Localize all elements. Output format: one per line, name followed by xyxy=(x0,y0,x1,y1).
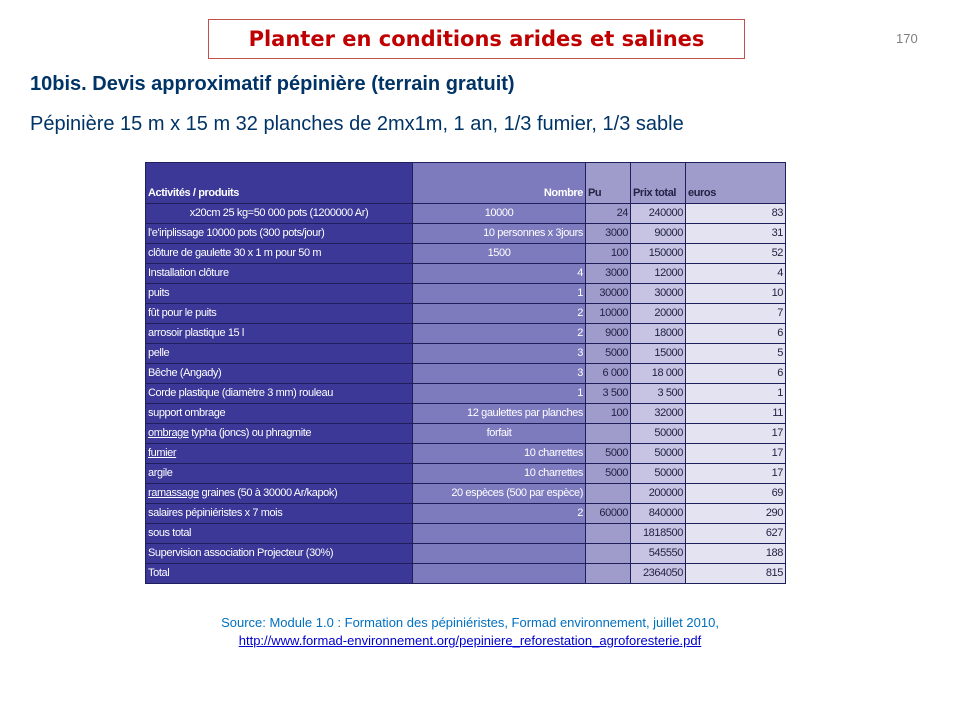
cell-pu: 3000 xyxy=(586,264,631,284)
table-header-row xyxy=(146,163,786,204)
cell-nombre: 3 xyxy=(413,364,586,384)
header-euros: euros xyxy=(686,163,786,204)
cell-euros: 290 xyxy=(686,504,786,524)
cell-pu: 6 000 xyxy=(586,364,631,384)
table-row xyxy=(146,384,786,404)
cell-euros: 7 xyxy=(686,304,786,324)
cell-euros: 17 xyxy=(686,444,786,464)
cell-activite-text: Bêche (Angady) xyxy=(148,367,222,379)
cell-activite xyxy=(146,404,413,424)
cell-euros: 52 xyxy=(686,244,786,264)
cell-pu: 100 xyxy=(586,244,631,264)
cell-activite-text: graines (50 à 30000 Ar/kapok) xyxy=(198,487,338,499)
cell-prix-total: 15000 xyxy=(631,344,686,364)
cell-pu: 24 xyxy=(586,204,631,224)
cell-activite xyxy=(146,484,413,504)
cell-pu: 9000 xyxy=(586,324,631,344)
cell-activite-text: Total xyxy=(148,567,170,579)
cell-prix-total: 50000 xyxy=(631,464,686,484)
cell-activite xyxy=(146,444,413,464)
table-row xyxy=(146,204,786,224)
table-row xyxy=(146,464,786,484)
cell-euros: 31 xyxy=(686,224,786,244)
cell-activite-underlined: ombrage xyxy=(148,427,189,439)
cell-nombre: 10 personnes x 3jours xyxy=(413,224,586,244)
table-row xyxy=(146,324,786,344)
cell-activite-text: salaires pépiniéristes x 7 mois xyxy=(148,507,283,519)
cell-activite-text: arrosoir plastique 15 l xyxy=(148,327,244,339)
cell-nombre: 10 charrettes xyxy=(413,464,586,484)
cell-pu xyxy=(586,524,631,544)
cell-pu: 100 xyxy=(586,404,631,424)
cell-prix-total: 50000 xyxy=(631,444,686,464)
table-row xyxy=(146,404,786,424)
table-row xyxy=(146,224,786,244)
table-row xyxy=(146,364,786,384)
cell-activite-text: sous total xyxy=(148,527,192,539)
cell-activite xyxy=(146,284,413,304)
cell-prix-total: 3 500 xyxy=(631,384,686,404)
table-row xyxy=(146,264,786,284)
slide-title: Planter en conditions arides et salines xyxy=(248,27,705,51)
table-row xyxy=(146,424,786,444)
cell-euros: 11 xyxy=(686,404,786,424)
cell-activite xyxy=(146,224,413,244)
quote-table xyxy=(145,162,786,584)
cell-pu xyxy=(586,544,631,564)
cell-prix-total: 150000 xyxy=(631,244,686,264)
cell-euros: 1 xyxy=(686,384,786,404)
cell-pu: 30000 xyxy=(586,284,631,304)
cell-euros: 188 xyxy=(686,544,786,564)
cell-nombre: 4 xyxy=(413,264,586,284)
cell-nombre: 20 espèces (500 par espèce) xyxy=(413,484,586,504)
cell-activite-text: pelle xyxy=(148,347,170,359)
cell-euros: 815 xyxy=(686,564,786,584)
cell-nombre: 2 xyxy=(413,504,586,524)
source-link[interactable]: http://www.formad-environnement.org/pepiniere_reforestation_agroforesterie.pdf xyxy=(238,633,702,648)
cell-prix-total: 840000 xyxy=(631,504,686,524)
cell-euros: 4 xyxy=(686,264,786,284)
cell-activite xyxy=(146,384,413,404)
cell-activite xyxy=(146,464,413,484)
cell-euros: 6 xyxy=(686,364,786,384)
cell-pu: 5000 xyxy=(586,464,631,484)
cell-activite xyxy=(146,344,413,364)
cell-euros: 627 xyxy=(686,524,786,544)
cell-nombre: 1 xyxy=(413,384,586,404)
cell-activite xyxy=(146,424,413,444)
cell-activite xyxy=(146,504,413,524)
header-prix-total: Prix total xyxy=(631,163,686,204)
cell-pu xyxy=(586,424,631,444)
cell-nombre: 2 xyxy=(413,324,586,344)
cell-nombre: 1500 xyxy=(413,244,586,264)
table-row xyxy=(146,244,786,264)
cell-nombre: 10 charrettes xyxy=(413,444,586,464)
cell-prix-total: 30000 xyxy=(631,284,686,304)
cell-prix-total: 32000 xyxy=(631,404,686,424)
cell-nombre: 12 gaulettes par planches xyxy=(413,404,586,424)
table-body xyxy=(146,204,786,584)
cell-nombre: 2 xyxy=(413,304,586,324)
cell-activite-underlined: fumier xyxy=(148,447,177,459)
cell-activite xyxy=(146,564,413,584)
header-activites: Activités / produits xyxy=(146,163,413,204)
table-row xyxy=(146,504,786,524)
cell-prix-total: 90000 xyxy=(631,224,686,244)
cell-activite xyxy=(146,204,413,224)
cell-pu xyxy=(586,484,631,504)
cell-euros: 17 xyxy=(686,464,786,484)
cell-pu: 3 500 xyxy=(586,384,631,404)
table-row xyxy=(146,564,786,584)
header-pu: Pu xyxy=(586,163,631,204)
cell-pu: 3000 xyxy=(586,224,631,244)
cell-pu xyxy=(586,564,631,584)
cell-prix-total: 1818500 xyxy=(631,524,686,544)
table-row xyxy=(146,344,786,364)
cell-euros: 6 xyxy=(686,324,786,344)
cell-euros: 69 xyxy=(686,484,786,504)
cell-prix-total: 200000 xyxy=(631,484,686,504)
cell-nombre: 3 xyxy=(413,344,586,364)
cell-activite-text: typha (joncs) ou phragmite xyxy=(188,427,312,439)
slide-title-box xyxy=(208,19,745,59)
cell-nombre xyxy=(413,524,586,544)
cell-euros: 10 xyxy=(686,284,786,304)
table-row xyxy=(146,524,786,544)
cell-activite xyxy=(146,524,413,544)
source-citation xyxy=(0,614,940,650)
cell-prix-total: 240000 xyxy=(631,204,686,224)
cell-activite-text: puits xyxy=(148,287,170,299)
cell-activite xyxy=(146,324,413,344)
cell-activite-text: Installation clôture xyxy=(148,267,229,279)
cell-activite xyxy=(146,244,413,264)
cell-activite-text: Supervision association Projecteur (30%) xyxy=(148,547,334,559)
header-nombre: Nombre xyxy=(413,163,586,204)
cell-euros: 17 xyxy=(686,424,786,444)
table-row xyxy=(146,284,786,304)
table-row xyxy=(146,304,786,324)
table-row xyxy=(146,544,786,564)
cell-pu: 10000 xyxy=(586,304,631,324)
cell-prix-total: 12000 xyxy=(631,264,686,284)
cell-nombre: 1 xyxy=(413,284,586,304)
cell-activite xyxy=(146,364,413,384)
cell-nombre xyxy=(413,564,586,584)
cell-prix-total: 2364050 xyxy=(631,564,686,584)
cell-prix-total: 20000 xyxy=(631,304,686,324)
table-row xyxy=(146,444,786,464)
cell-prix-total: 545550 xyxy=(631,544,686,564)
cell-activite-text: l'e'iriplissage 10000 pots (300 pots/jour) xyxy=(148,227,325,239)
cell-nombre: forfait xyxy=(413,424,586,444)
cell-activite xyxy=(146,544,413,564)
cell-activite-text: x20cm 25 kg=50 000 pots (1200000 Ar) xyxy=(189,207,369,219)
cell-prix-total: 18 000 xyxy=(631,364,686,384)
cell-activite-underlined: ramassage xyxy=(148,487,199,499)
cell-activite-text: Corde plastique (diamètre 3 mm) rouleau xyxy=(148,387,333,399)
cell-euros: 83 xyxy=(686,204,786,224)
cell-activite xyxy=(146,264,413,284)
cell-prix-total: 50000 xyxy=(631,424,686,444)
cell-activite-text: argile xyxy=(148,467,173,479)
cell-pu: 5000 xyxy=(586,444,631,464)
section-heading: 10bis. Devis approximatif pépinière (terrain gratuit) xyxy=(30,73,515,95)
cell-activite-text: fût pour le puits xyxy=(148,307,217,319)
cell-activite xyxy=(146,304,413,324)
cell-prix-total: 18000 xyxy=(631,324,686,344)
page-number: 170 xyxy=(896,31,918,46)
section-subheading: Pépinière 15 m x 15 m 32 planches de 2mx1m, 1 an, 1/3 fumier, 1/3 sable xyxy=(30,113,684,135)
table-row xyxy=(146,484,786,504)
cell-activite-text: support ombrage xyxy=(148,407,226,419)
source-text: Source: Module 1.0 : Formation des pépiniéristes, Formad environnement, juillet 2010, xyxy=(221,615,719,630)
cell-activite-text: clôture de gaulette 30 x 1 m pour 50 m xyxy=(148,247,322,259)
cell-pu: 60000 xyxy=(586,504,631,524)
cell-pu: 5000 xyxy=(586,344,631,364)
cell-nombre: 10000 xyxy=(413,204,586,224)
cell-nombre xyxy=(413,544,586,564)
cell-euros: 5 xyxy=(686,344,786,364)
